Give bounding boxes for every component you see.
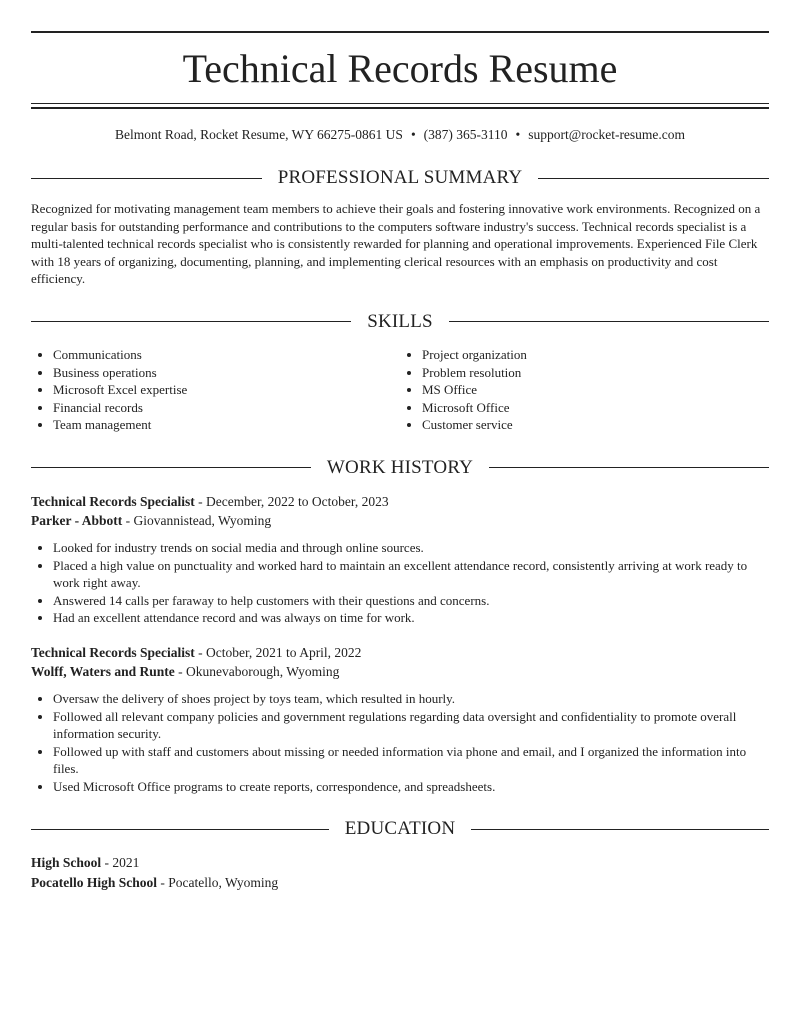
education-heading: [31, 817, 769, 841]
skill-item: • Problem resolution: [422, 364, 769, 382]
education-degree: High School: [31, 855, 102, 871]
skill-item: • Business operations: [53, 364, 400, 382]
skill-item: • Communications: [53, 346, 400, 364]
job-dates: - December, 2022 to October, 2023: [194, 493, 389, 509]
skill-item: • Customer service: [422, 416, 769, 434]
bullet-separator: •: [410, 127, 416, 142]
job-company-line: [31, 511, 769, 531]
section-title: EDUCATION: [344, 818, 456, 840]
resume-page: [31, 31, 769, 892]
job-bullet: • Looked for industry trends on social media and through online sources.: [53, 539, 769, 557]
title-double-rule: [31, 103, 769, 109]
skill-item: • Financial records: [53, 399, 400, 417]
job-title-line: [31, 643, 769, 663]
skill-item: • Microsoft Office: [422, 399, 769, 417]
education-year: - 2021: [101, 855, 140, 871]
job-bullet: • Followed all relevant company policies and government regulations regarding data oversight and confidentiality to promote overall information security.: [53, 708, 769, 743]
job-title: Technical Records Specialist: [31, 644, 195, 660]
job-bullet: • Followed up with staff and customers about missing or needed information via phone and email, and I organized the information into files.: [53, 743, 769, 778]
job-company: Parker - Abbott: [31, 513, 123, 529]
contact-email: support@rocket-resume.com: [528, 127, 686, 142]
job-bullets: [31, 690, 769, 796]
job-bullet: • Had an excellent attendance record and was always on time for work.: [53, 609, 769, 627]
skill-item: • MS Office: [422, 381, 769, 399]
skills-column-right: [400, 346, 769, 434]
work-history-heading: [31, 456, 769, 480]
skills-heading: [31, 310, 769, 334]
top-rule: [31, 31, 769, 33]
divider: [471, 829, 769, 830]
skills-column-left: [31, 346, 400, 434]
contact-address: Belmont Road, Rocket Resume, WY 66275-0861 US: [114, 127, 403, 142]
bullet-separator: •: [515, 127, 521, 142]
skills-list: [31, 346, 769, 434]
job-company-line: [31, 662, 769, 682]
job-bullet: • Oversaw the delivery of shoes project by toys team, which resulted in hourly.: [53, 690, 769, 708]
contact-phone: (387) 365-3110: [423, 127, 508, 142]
skill-item: • Project organization: [422, 346, 769, 364]
divider: [449, 321, 769, 322]
contact-line: [31, 126, 769, 144]
job-location: - Okunevaborough, Wyoming: [174, 664, 340, 680]
section-title: WORK HISTORY: [326, 456, 474, 478]
education-school: Pocatello High School: [31, 874, 157, 890]
job-location: - Giovannistead, Wyoming: [122, 513, 272, 529]
job-bullet: • Answered 14 calls per faraway to help customers with their questions and concerns.: [53, 592, 769, 610]
skill-item: • Microsoft Excel expertise: [53, 381, 400, 399]
job-bullet: • Placed a high value on punctuality and worked hard to maintain an excellent attendance record, consistently arriving at work ready to work right away.: [53, 557, 769, 592]
section-title: SKILLS: [367, 310, 433, 332]
section-title: PROFESSIONAL SUMMARY: [277, 167, 523, 188]
job-bullets: [31, 539, 769, 627]
job-dates: - October, 2021 to April, 2022: [194, 644, 362, 660]
divider: [31, 829, 329, 830]
divider: [489, 467, 769, 468]
education-degree-line: [31, 853, 769, 873]
divider: [31, 467, 311, 468]
divider: [31, 178, 262, 179]
job-title: Technical Records Specialist: [31, 493, 195, 509]
job-title-line: [31, 492, 769, 512]
summary-heading: [31, 166, 769, 190]
education-school-line: [31, 873, 769, 893]
page-title: Technical Records Resume: [182, 46, 618, 91]
education-location: - Pocatello, Wyoming: [157, 874, 279, 890]
job-entry: [31, 492, 769, 627]
divider: [538, 178, 769, 179]
skill-item: • Team management: [53, 416, 400, 434]
job-company: Wolff, Waters and Runte: [31, 664, 175, 680]
job-entry: [31, 643, 769, 796]
job-bullet: • Used Microsoft Office programs to create reports, correspondence, and spreadsheets.: [53, 778, 769, 796]
education-entry: [31, 853, 769, 892]
divider: [31, 321, 351, 322]
summary-text: Recognized for motivating management team members to achieve their goals and fostering innovative work environments. Recognized on a regular basis for outstanding performance and contributions to the computers software industry's success. Technical records specialist is a multi-talented technical records specialist who is consistently rewarded for planning and operational improvements. Experienced File Clerk with 18 years of organizing, documenting, planning, and implementing clerical resources with an emphasis on productivity and cost efficiency.: [31, 201, 761, 287]
